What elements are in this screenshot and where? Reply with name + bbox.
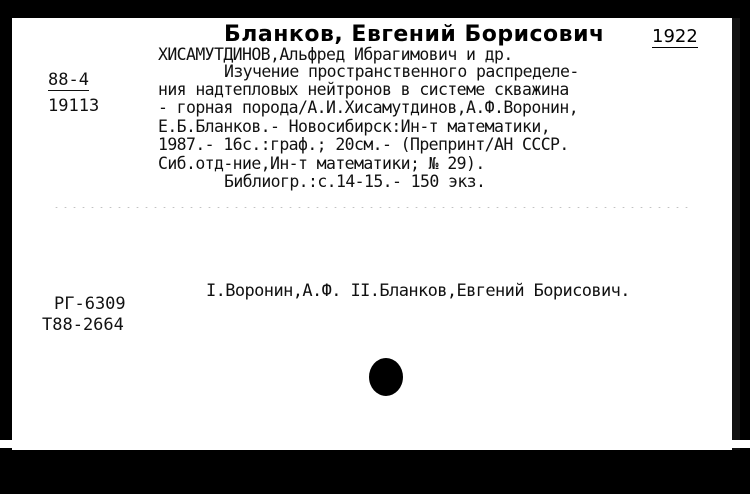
record-tracings: I.Воронин,А.Ф. II.Бланков,Евгений Борисович. <box>206 281 630 301</box>
card-right-edge <box>732 18 740 450</box>
record-line-4: - горная порода/А.И.Хисамутдинов,А.Ф.Воронин, <box>158 98 579 117</box>
call-number-bottom-2: Т88-2664 <box>42 315 124 335</box>
call-number-second: 19113 <box>48 96 100 116</box>
handwritten-author-heading: Бланков, Евгений Борисович <box>224 22 605 47</box>
record-line-6: 1987.- 16с.:граф.; 20см.- (Препринт/АН СССР. <box>158 135 569 154</box>
call-number-bottom-1: РГ-6309 <box>54 294 126 314</box>
record-line-8: Библиогр.:с.14-15.- 150 экз. <box>224 172 486 191</box>
record-line-1: ХИСАМУТДИНОВ,Альфред Ибрагимович и др. <box>158 45 513 64</box>
call-number-top: 88-4 <box>48 70 89 90</box>
record-line-3: ния надтепловых нейтронов в системе скважина <box>158 80 569 99</box>
scan-noise-row <box>52 206 692 209</box>
handwritten-year: 1922 <box>652 26 698 47</box>
catalog-card <box>12 18 740 450</box>
record-line-7: Сиб.отд-ние,Ин-т математики; № 29). <box>158 154 485 173</box>
record-line-2: Изучение пространственного распределе- <box>224 62 579 81</box>
record-line-5: Е.Б.Бланков.- Новосибирск:Ин-т математики, <box>158 117 551 136</box>
scan-bottom-strip <box>0 440 750 448</box>
ink-blot-hole <box>369 358 403 396</box>
